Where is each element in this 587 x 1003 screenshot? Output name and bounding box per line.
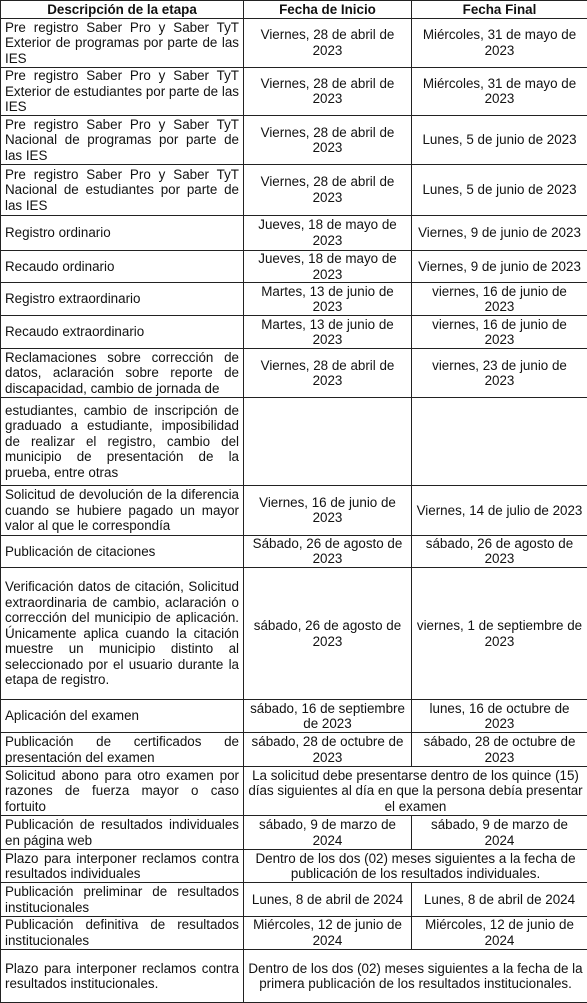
- start-date: sábado, 16 de septiembre de 2023: [244, 699, 412, 732]
- start-date: Sábado, 26 de agosto de 2023: [244, 535, 412, 567]
- end-date: [412, 397, 587, 485]
- stage-description: Plazo para interponer reclamos contra resultados individuales: [1, 849, 244, 882]
- stage-description: Pre registro Saber Pro y Saber TyT Nacional de programas por parte de las IES: [1, 116, 244, 165]
- end-date: viernes, 1 de septiembre de 2023: [412, 568, 587, 700]
- table-row: [1, 283, 587, 315]
- start-date: Jueves, 18 de mayo de 2023: [244, 215, 412, 250]
- stage-description: estudiantes, cambio de inscripción de graduado a estudiante, imposibilidad de realizar el registro, cambio del municipio de presentación de la prueba, entre otras: [1, 397, 244, 485]
- end-date: Viernes, 9 de junio de 2023: [412, 215, 587, 250]
- start-date: Martes, 13 de junio de 2023: [244, 283, 412, 315]
- stage-description: Solicitud de devolución de la diferencia cuando se hubiere pagado un mayor valor al que le correspondía: [1, 486, 244, 536]
- start-date: Viernes, 28 de abril de 2023: [244, 19, 412, 68]
- stage-description: Publicación definitiva de resultados institucionales: [1, 916, 244, 949]
- table-row: [1, 19, 587, 68]
- header-row: [1, 1, 587, 19]
- start-date: Viernes, 28 de abril de 2023: [244, 164, 412, 215]
- stage-description: Reclamaciones sobre corrección de datos, aclaración sobre reporte de discapacidad, cambio de jornada de: [1, 349, 244, 398]
- start-date: Viernes, 28 de abril de 2023: [244, 349, 412, 398]
- table-row-continuation: [1, 397, 587, 485]
- end-date: viernes, 16 de junio de 2023: [412, 315, 587, 348]
- stage-description: Plazo para interponer reclamos contra resultados institucionales.: [1, 950, 244, 1003]
- end-date: sábado, 28 de octubre de 2023: [412, 733, 587, 766]
- stage-description: Registro ordinario: [1, 215, 244, 250]
- table-row: [1, 699, 587, 732]
- start-date: sábado, 9 de marzo de 2024: [244, 816, 412, 849]
- start-date: Jueves, 18 de mayo de 2023: [244, 251, 412, 283]
- stage-description: Pre registro Saber Pro y Saber TyT Exterior de estudiantes por parte de las IES: [1, 67, 244, 116]
- stage-description: Pre registro Saber Pro y Saber TyT Nacional de estudiantes por parte de las IES: [1, 164, 244, 215]
- table-row: [1, 215, 587, 250]
- end-date: Viernes, 14 de julio de 2023: [412, 486, 587, 536]
- table-row: [1, 535, 587, 567]
- merged-deadline-note: Dentro de los dos (02) meses siguientes a la fecha de la primera publicación de los resultados institucionales.: [244, 950, 587, 1003]
- start-date: sábado, 26 de agosto de 2023: [244, 568, 412, 700]
- table-row: [1, 766, 587, 816]
- header-start-date: Fecha de Inicio: [244, 1, 412, 19]
- merged-deadline-note: La solicitud debe presentarse dentro de los quince (15) días siguientes al día en que la persona debía presentar el examen: [244, 766, 587, 816]
- start-date: Martes, 13 de junio de 2023: [244, 315, 412, 348]
- stage-description: Registro extraordinario: [1, 283, 244, 315]
- table-row: [1, 568, 587, 700]
- header-end-date: Fecha Final: [412, 1, 587, 19]
- stage-description: Pre registro Saber Pro y Saber TyT Exterior de programas por parte de las IES: [1, 19, 244, 68]
- table-row: [1, 251, 587, 283]
- table-row: [1, 349, 587, 398]
- end-date: sábado, 26 de agosto de 2023: [412, 535, 587, 567]
- end-date: Viernes, 9 de junio de 2023: [412, 251, 587, 283]
- end-date: Lunes, 5 de junio de 2023: [412, 116, 587, 165]
- start-date: Viernes, 28 de abril de 2023: [244, 116, 412, 165]
- table-row: [1, 116, 587, 165]
- start-date: Viernes, 16 de junio de 2023: [244, 486, 412, 536]
- table-row: [1, 849, 587, 882]
- start-date: Miércoles, 12 de junio de 2024: [244, 916, 412, 949]
- start-date: [244, 397, 412, 485]
- table-row: [1, 164, 587, 215]
- stage-description: Solicitud abono para otro examen por razones de fuerza mayor o caso fortuito: [1, 766, 244, 816]
- table-row: [1, 315, 587, 348]
- start-date: Viernes, 28 de abril de 2023: [244, 67, 412, 116]
- stage-description: Publicación de certificados de presentación del examen: [1, 733, 244, 766]
- end-date: viernes, 16 de junio de 2023: [412, 283, 587, 315]
- start-date: Lunes, 8 de abril de 2024: [244, 883, 412, 916]
- table-row: [1, 950, 587, 1003]
- table-row: [1, 883, 587, 916]
- table-row: [1, 816, 587, 849]
- merged-deadline-note: Dentro de los dos (02) meses siguientes a la fecha de publicación de los resultados individuales.: [244, 849, 587, 882]
- end-date: Miércoles, 31 de mayo de 2023: [412, 19, 587, 68]
- table-row: [1, 486, 587, 536]
- stage-description: Recaudo ordinario: [1, 251, 244, 283]
- start-date: sábado, 28 de octubre de 2023: [244, 733, 412, 766]
- table-row: [1, 916, 587, 949]
- stage-description: Publicación preliminar de resultados institucionales: [1, 883, 244, 916]
- end-date: Miércoles, 12 de junio de 2024: [412, 916, 587, 949]
- stage-description: Publicación de citaciones: [1, 535, 244, 567]
- end-date: Lunes, 5 de junio de 2023: [412, 164, 587, 215]
- end-date: lunes, 16 de octubre de 2023: [412, 699, 587, 732]
- end-date: viernes, 23 de junio de 2023: [412, 349, 587, 398]
- end-date: Lunes, 8 de abril de 2024: [412, 883, 587, 916]
- end-date: sábado, 9 de marzo de 2024: [412, 816, 587, 849]
- header-description: Descripción de la etapa: [1, 1, 244, 19]
- stage-description: Publicación de resultados individuales en página web: [1, 816, 244, 849]
- stage-description: Aplicación del examen: [1, 699, 244, 732]
- table-row: [1, 733, 587, 766]
- end-date: Miércoles, 31 de mayo de 2023: [412, 67, 587, 116]
- stage-description: Recaudo extraordinario: [1, 315, 244, 348]
- stage-description: Verificación datos de citación, Solicitud extraordinaria de cambio, aclaración o corrección del municipio de aplicación. Únicamente aplica cuando la citación muestre un municipio distinto al seleccionado por el usuario durante la etapa de registro.: [1, 568, 244, 700]
- table-row: [1, 67, 587, 116]
